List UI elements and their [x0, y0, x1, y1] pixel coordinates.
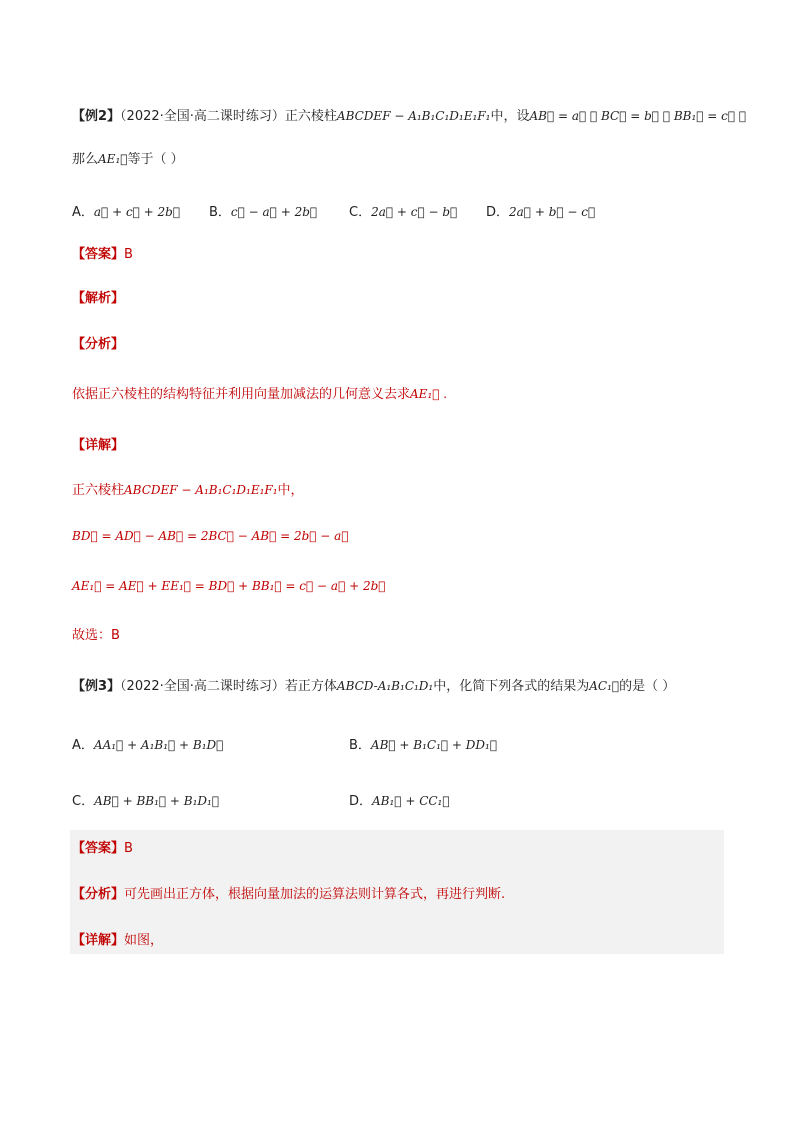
option-label: D． [486, 205, 510, 220]
cube-name: ABCD-A₁B₁C₁D₁ [336, 679, 434, 693]
fenxi-text: 依据正六棱柱的结构特征并利用向量加减法的几何意义去求 [72, 387, 411, 402]
example-2-fenxi-text [72, 385, 447, 404]
xiangjie-prism: ABCDEF − A₁B₁C₁D₁E₁F₁ [124, 483, 278, 497]
xiangjie-text-b: 中， [277, 483, 304, 498]
line2-text-b: 等于（ ） [127, 152, 184, 167]
option-expr: AB⃗ + B₁C₁⃗ + DD₁⃗ [370, 738, 498, 752]
option-label: A． [72, 738, 94, 753]
option-expr: a⃗ + c⃗ + 2b⃗ [93, 205, 181, 219]
option-expr: 2a⃗ + c⃗ − b⃗ [371, 205, 458, 219]
example-2-stem-line2 [72, 150, 184, 169]
option-expr: c⃗ − a⃗ + 2b⃗ [230, 205, 318, 219]
option-expr: AB₁⃗ + CC₁⃗ [372, 794, 450, 808]
example-2-stem-text-b: 中，设 [490, 109, 530, 124]
example-3-stem-text: 若正方体 [284, 679, 337, 694]
given-vectors: AB⃗ = a⃗ ， BC⃗ = b⃗ ， BB₁⃗ = c⃗ ， [529, 109, 747, 123]
example-2-xiangjie-line [72, 481, 304, 500]
option-expr: 2a⃗ + b⃗ − c⃗ [509, 205, 596, 219]
fenxi-vector: AE₁⃗ . [410, 387, 448, 401]
xiangjie-text: 正六棱柱 [72, 483, 125, 498]
xiangjie-label: 【详解】 [72, 933, 125, 948]
example-2-label: 【例2】 [72, 109, 121, 124]
example-3-option-d [349, 790, 450, 809]
prism-name: ABCDEF − A₁B₁C₁D₁E₁F₁ [336, 109, 491, 123]
example-3-option-a [72, 734, 223, 753]
example-2-xiangjie-label: 【详解】 [72, 438, 125, 453]
example-3-option-b [349, 734, 497, 753]
example-2-guxuan: 故选：B [72, 628, 120, 643]
option-label: A． [72, 205, 94, 220]
example-3-fenxi [72, 886, 505, 904]
xiangjie-text: 如图， [124, 933, 164, 948]
example-3-stem [72, 677, 675, 696]
option-label: B． [349, 738, 371, 753]
fenxi-label: 【分析】 [72, 887, 125, 902]
example-2-option-c [349, 201, 457, 220]
example-3-xiangjie [72, 932, 163, 950]
answer-value: B [124, 247, 133, 262]
equation-1: BD⃗ = AD⃗ − AB⃗ = 2BC⃗ − AB⃗ = 2b⃗ − a⃗ [72, 529, 349, 543]
answer-value: B [124, 841, 133, 856]
equation-2: AE₁⃗ = AE⃗ + EE₁⃗ = BD⃗ + BB₁⃗ = c⃗ − a⃗ + 2b⃗ [72, 579, 386, 593]
example-2-stem [72, 107, 746, 126]
answer-label: 【答案】 [72, 841, 125, 856]
example-2-option-a [72, 201, 180, 220]
example-2-stem-text: 正六棱柱 [284, 109, 337, 124]
option-label: C． [349, 205, 372, 220]
option-label: D． [349, 794, 373, 809]
example-3-answer [72, 840, 133, 858]
option-expr: AB⃗ + BB₁⃗ + B₁D₁⃗ [94, 794, 220, 808]
line2-text: 那么 [72, 152, 99, 167]
example-3-stem-text-b: 中，化简下列各式的结果为 [433, 679, 590, 694]
option-label: C． [72, 794, 95, 809]
example-3-stem-text-c: 的是（ ） [619, 679, 676, 694]
example-3-option-c [72, 790, 219, 809]
option-label: B． [209, 205, 231, 220]
example-2-jiexi-label: 【解析】 [72, 291, 125, 306]
fenxi-text: 可先画出正方体，根据向量加法的运算法则计算各式，再进行判断. [124, 887, 506, 902]
example-2-fenxi-label: 【分析】 [72, 337, 125, 352]
answer-label: 【答案】 [72, 247, 125, 262]
example-3-source: （2022·全国·高二课时练习） [120, 679, 285, 694]
option-expr: AA₁⃗ + A₁B₁⃗ + B₁D⃗ [93, 738, 224, 752]
target-vector: AC₁⃗ [589, 679, 620, 693]
example-3-label: 【例3】 [72, 679, 121, 694]
example-2-source: （2022·全国·高二课时练习） [120, 109, 285, 124]
example-2-option-d [486, 201, 595, 220]
target-vector: AE₁⃗ [98, 152, 128, 166]
example-2-answer [72, 246, 133, 264]
example-2-option-b [209, 201, 317, 220]
